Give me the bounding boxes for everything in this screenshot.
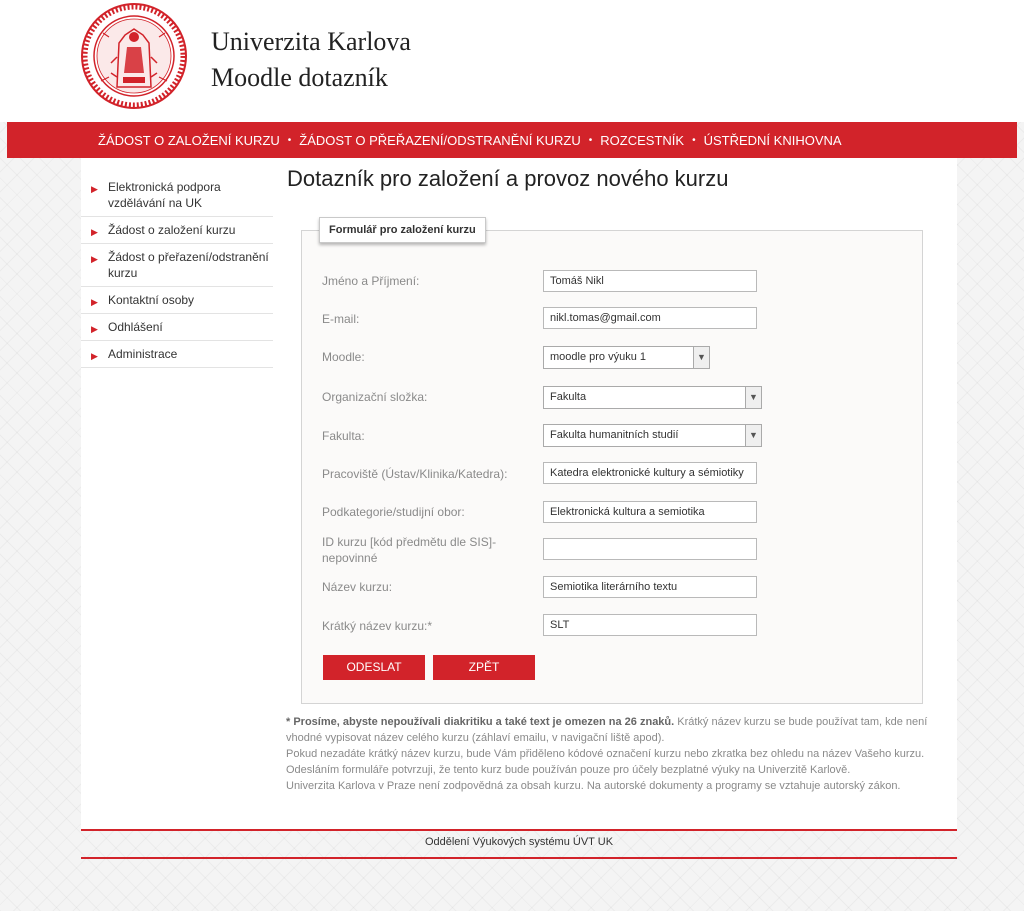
course-id-input[interactable] — [543, 538, 757, 560]
moodle-select-value: moodle pro výuku 1 — [550, 351, 646, 363]
subcategory-label: Podkategorie/studijní obor: — [322, 505, 465, 519]
site-title — [211, 24, 411, 96]
university-seal-logo[interactable] — [81, 3, 187, 109]
footer-text: Oddělení Výukových systému ÚVT UK — [424, 836, 614, 848]
note-paragraph-4: Univerzita Karlova v Praze není zodpovědná za obsah kurzu. Na autorské dokumenty a programy se vztahuje autorský zákon. — [286, 780, 901, 792]
faculty-select-value: Fakulta humanitních studií — [550, 429, 679, 441]
form-note — [286, 714, 931, 794]
sidebar-item-label: Elektronická podpora vzdělávání na UK — [108, 180, 221, 210]
note-paragraph-1 — [286, 714, 931, 746]
header — [0, 0, 1024, 122]
sidebar-item-elektronicka-podpora[interactable] — [81, 174, 273, 217]
course-name-label: Název kurzu: — [322, 580, 393, 594]
bullet-arrow-icon: ▶ — [91, 184, 98, 194]
sidebar-item-label: Žádost o založení kurzu — [108, 223, 236, 237]
name-input[interactable] — [543, 270, 757, 292]
nav-link-zadost-prerazeni[interactable]: ŽÁDOST O PŘEŘAZENÍ/ODSTRANĚNÍ KURZU — [299, 132, 581, 148]
org-label: Organizační složka: — [322, 390, 428, 404]
nav-separator: • — [692, 134, 696, 146]
form-legend: Formulář pro založení kurzu — [319, 217, 486, 243]
site-title-line2: Moodle dotazník — [211, 63, 388, 92]
sidebar-item-administrace[interactable] — [81, 341, 273, 368]
bullet-arrow-icon: ▶ — [91, 227, 98, 237]
bullet-arrow-icon: ▶ — [91, 254, 98, 264]
note-paragraph-2: Pokud nezadáte krátký název kurzu, bude Vám přiděleno kódové označení kurzu nebo zkratka bez ohledu na název Vašeho kurzu. — [286, 748, 925, 760]
sidebar-item-zadost-zalozeni[interactable] — [81, 217, 273, 244]
bullet-arrow-icon: ▶ — [91, 297, 98, 307]
nav-link-zadost-zalozeni[interactable]: ŽÁDOST O ZALOŽENÍ KURZU — [98, 132, 280, 148]
email-label: E-mail: — [322, 312, 360, 326]
nav-separator: • — [588, 134, 593, 146]
faculty-label: Fakulta: — [322, 429, 365, 443]
bullet-arrow-icon: ▶ — [91, 324, 98, 334]
site-title-line1: Univerzita Karlova — [211, 27, 411, 56]
sidebar — [81, 174, 273, 368]
nav-separator: • — [287, 134, 292, 146]
sidebar-item-label: Odhlášení — [108, 320, 163, 334]
short-name-input[interactable] — [543, 614, 757, 636]
faculty-select[interactable] — [543, 424, 762, 447]
sidebar-item-odhlaseni[interactable] — [81, 314, 273, 341]
course-name-input[interactable] — [543, 576, 757, 598]
course-id-label: ID kurzu [kód předmětu dle SIS]- nepovinné — [322, 535, 497, 565]
main-content — [81, 158, 957, 848]
note-text: Krátký název kurzu se bude používat tam, kde není vhodné vypisovat název celého kurzu (záhlaví emailu, v navigační liště apod). — [286, 716, 928, 744]
bullet-arrow-icon: ▶ — [91, 351, 98, 361]
org-select[interactable] — [543, 386, 762, 409]
sidebar-item-kontaktni-osoby[interactable] — [81, 287, 273, 314]
chevron-down-icon: ▼ — [745, 387, 761, 408]
subcategory-input[interactable] — [543, 501, 757, 523]
note-paragraph-3: Odesláním formuláře potvrzuji, že tento kurz bude používán pouze pro účely bezplatné výuky na Univerzitě Karlově. — [286, 764, 851, 776]
chevron-down-icon: ▼ — [745, 425, 761, 446]
name-label: Jméno a Příjmení: — [322, 274, 420, 288]
sidebar-item-label: Žádost o přeřazení/odstranění kurzu — [108, 250, 269, 280]
department-label: Pracoviště (Ústav/Klinika/Katedra): — [322, 467, 508, 481]
footer-divider-bottom — [81, 857, 957, 859]
back-button[interactable]: ZPĚT — [433, 655, 535, 680]
moodle-select[interactable] — [543, 346, 710, 369]
sidebar-item-label: Administrace — [108, 347, 178, 361]
submit-button[interactable]: ODESLAT — [323, 655, 425, 680]
nav-link-rozcestnik[interactable]: ROZCESTNÍK — [600, 132, 685, 148]
department-input[interactable] — [543, 462, 757, 484]
course-request-form — [301, 224, 923, 704]
footer-divider-top — [81, 829, 957, 831]
moodle-label: Moodle: — [322, 350, 365, 364]
chevron-down-icon: ▼ — [693, 347, 709, 368]
sidebar-item-label: Kontaktní osoby — [108, 293, 195, 307]
org-select-value: Fakulta — [550, 391, 587, 403]
page-title: Dotazník pro založení a provoz nového kurzu — [287, 166, 729, 191]
nav-link-ustredni-knihovna[interactable]: ÚSTŘEDNÍ KNIHOVNA — [703, 132, 842, 148]
main-navigation — [7, 122, 1017, 158]
sidebar-item-zadost-prerazeni[interactable] — [81, 244, 273, 287]
note-bold: * Prosíme, abyste nepoužívali diakritiku a také text je omezen na 26 znaků. — [286, 716, 675, 728]
short-name-label: Krátký název kurzu:* — [322, 619, 433, 633]
email-input[interactable] — [543, 307, 757, 329]
